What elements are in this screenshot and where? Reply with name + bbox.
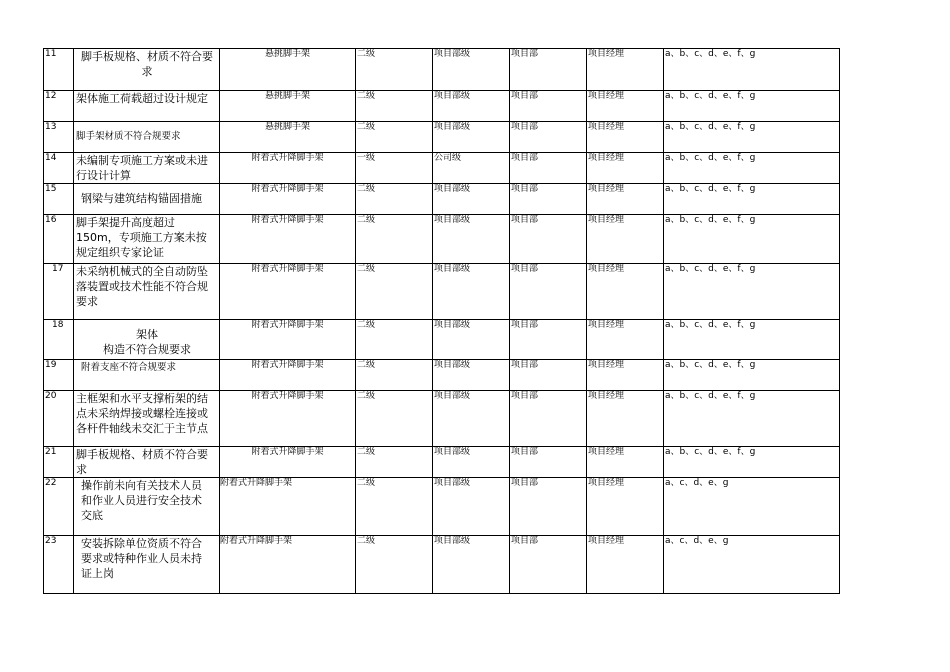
responsible-person: 项目经理 — [587, 153, 664, 184]
row-number: 17 — [44, 264, 74, 320]
hazard-level: 二级 — [356, 360, 433, 391]
scaffold-type: 悬挑脚手架 — [220, 49, 356, 91]
scaffold-type: 悬挑脚手架 — [220, 122, 356, 153]
row-number: 16 — [44, 215, 74, 264]
responsible-person: 项目经理 — [587, 360, 664, 391]
scaffold-type: 附着式升降脚手架 — [220, 184, 356, 215]
row-number: 19 — [44, 360, 74, 391]
row-number: 22 — [44, 478, 74, 536]
table-row — [44, 49, 840, 91]
management-level: 项目部级 — [433, 391, 510, 447]
hazard-description: 脚手架材质不符合规要求 — [76, 131, 181, 142]
hazard-level: 二级 — [356, 122, 433, 153]
hazard-table — [43, 48, 840, 594]
row-number: 15 — [44, 184, 74, 215]
hazard-description: 未采纳机械式的全自动防坠 落装置或技术性能不符合规 要求 — [76, 265, 208, 308]
management-level: 项目部级 — [433, 360, 510, 391]
management-level: 项目部级 — [433, 184, 510, 215]
scaffold-type: 悬挑脚手架 — [220, 91, 356, 122]
table-row — [44, 184, 840, 215]
scaffold-type: 附着式升降脚手架 — [220, 360, 356, 391]
hazard-description: 附着支座不符合规要求 — [81, 362, 177, 373]
row-number: 11 — [44, 49, 74, 91]
management-level: 项目部级 — [433, 264, 510, 320]
table-row — [44, 320, 840, 360]
responsible-person: 项目经理 — [587, 215, 664, 264]
hazard-description: 钢梁与建筑结构锚固措施 — [81, 192, 202, 205]
management-level: 项目部级 — [433, 447, 510, 478]
hazard-level: 二级 — [356, 536, 433, 594]
row-number: 20 — [44, 391, 74, 447]
responsible-department: 项目部 — [510, 91, 587, 122]
row-number: 21 — [44, 447, 74, 478]
table-row — [44, 215, 840, 264]
responsible-department: 项目部 — [510, 215, 587, 264]
responsible-department: 项目部 — [510, 478, 587, 536]
responsible-person: 项目经理 — [587, 478, 664, 536]
control-measures: a、b、c、d、e、f、g — [664, 320, 840, 360]
management-level: 项目部级 — [433, 478, 510, 536]
hazard-description: 脚手架提升高度超过 150m，专项施工方案未按 规定组织专家论证 — [76, 216, 207, 259]
control-measures: a、b、c、d、e、f、g — [664, 122, 840, 153]
hazard-level: 二级 — [356, 215, 433, 264]
control-measures: a、b、c、d、e、f、g — [664, 447, 840, 478]
responsible-person: 项目经理 — [587, 391, 664, 447]
hazard-level: 二级 — [356, 320, 433, 360]
responsible-department: 项目部 — [510, 391, 587, 447]
hazard-description: 架体施工荷载超过设计规定 — [76, 92, 208, 105]
control-measures: a、b、c、d、e、f、g — [664, 360, 840, 391]
row-number: 12 — [44, 91, 74, 122]
responsible-department: 项目部 — [510, 447, 587, 478]
control-measures: a、b、c、d、e、f、g — [664, 215, 840, 264]
table-row — [44, 153, 840, 184]
hazard-level: 二级 — [356, 49, 433, 91]
scaffold-type: 附着式升降脚手架 — [220, 447, 356, 478]
responsible-person: 项目经理 — [587, 536, 664, 594]
table-row — [44, 360, 840, 391]
management-level: 项目部级 — [433, 49, 510, 91]
scaffold-type: 附着式升降脚手架 — [220, 264, 356, 320]
hazard-description: 安装拆除单位资质不符合 要求或特种作业人员未持 证上岗 — [81, 537, 202, 580]
responsible-person: 项目经理 — [587, 264, 664, 320]
scaffold-type: 附着式升降脚手架 — [220, 215, 356, 264]
control-measures: a、c、d、e、g — [664, 478, 840, 536]
management-level: 项目部级 — [433, 215, 510, 264]
management-level: 项目部级 — [433, 320, 510, 360]
table-row — [44, 264, 840, 320]
control-measures: a、c、d、e、g — [664, 536, 840, 594]
row-number: 14 — [44, 153, 74, 184]
responsible-person: 项目经理 — [587, 184, 664, 215]
responsible-person: 项目经理 — [587, 447, 664, 478]
management-level: 项目部级 — [433, 122, 510, 153]
hazard-level: 二级 — [356, 184, 433, 215]
control-measures: a、b、c、d、e、f、g — [664, 49, 840, 91]
responsible-person: 项目经理 — [587, 49, 664, 91]
management-level: 项目部级 — [433, 91, 510, 122]
row-number: 13 — [44, 122, 74, 153]
table-row — [44, 536, 840, 594]
table-row — [44, 391, 840, 447]
responsible-department: 项目部 — [510, 320, 587, 360]
hazard-level: 二级 — [356, 391, 433, 447]
responsible-department: 项目部 — [510, 153, 587, 184]
hazard-description: 操作前未向有关技术人员 和作业人员进行安全技术 交底 — [81, 479, 202, 522]
scaffold-type: 附着式升降脚手架 — [220, 320, 356, 360]
row-number: 23 — [44, 536, 74, 594]
hazard-level: 二级 — [356, 478, 433, 536]
management-level: 公司级 — [433, 153, 510, 184]
table-row — [44, 478, 840, 536]
hazard-level: 二级 — [356, 91, 433, 122]
hazard-description: 脚手板规格、材质不符合要 求 — [76, 448, 208, 476]
responsible-person: 项目经理 — [587, 320, 664, 360]
responsible-person: 项目经理 — [587, 122, 664, 153]
scaffold-type: 附着式升降脚手架 — [220, 153, 356, 184]
responsible-department: 项目部 — [510, 122, 587, 153]
hazard-level: 二级 — [356, 264, 433, 320]
responsible-department: 项目部 — [510, 536, 587, 594]
hazard-description: 脚手板规格、材质不符合要 求 — [81, 50, 213, 78]
responsible-department: 项目部 — [510, 49, 587, 91]
hazard-description: 主框架和水平支撑桁架的结 点未采纳焊接或螺栓连接或 各杆件轴线未交汇于主节点 — [76, 392, 208, 435]
table-row — [44, 91, 840, 122]
responsible-department: 项目部 — [510, 360, 587, 391]
hazard-description: 未编制专项施工方案或未进 行设计计算 — [76, 154, 208, 182]
hazard-level: 二级 — [356, 447, 433, 478]
control-measures: a、b、c、d、e、f、g — [664, 184, 840, 215]
control-measures: a、b、c、d、e、f、g — [664, 391, 840, 447]
responsible-department: 项目部 — [510, 184, 587, 215]
scaffold-type: 附着式升降脚手架 — [220, 391, 356, 447]
table-row — [44, 122, 840, 153]
table-row — [44, 447, 840, 478]
control-measures: a、b、c、d、e、f、g — [664, 153, 840, 184]
management-level: 项目部级 — [433, 536, 510, 594]
scaffold-type: 附着式升降脚手架 — [220, 478, 356, 536]
scaffold-type: 附着式升降脚手架 — [220, 536, 356, 594]
control-measures: a、b、c、d、e、f、g — [664, 264, 840, 320]
control-measures: a、b、c、d、e、f、g — [664, 91, 840, 122]
responsible-department: 项目部 — [510, 264, 587, 320]
row-number: 18 — [44, 320, 74, 360]
responsible-person: 项目经理 — [587, 91, 664, 122]
hazard-level: 一级 — [356, 153, 433, 184]
hazard-description: 架体 构造不符合规要求 — [103, 328, 191, 356]
